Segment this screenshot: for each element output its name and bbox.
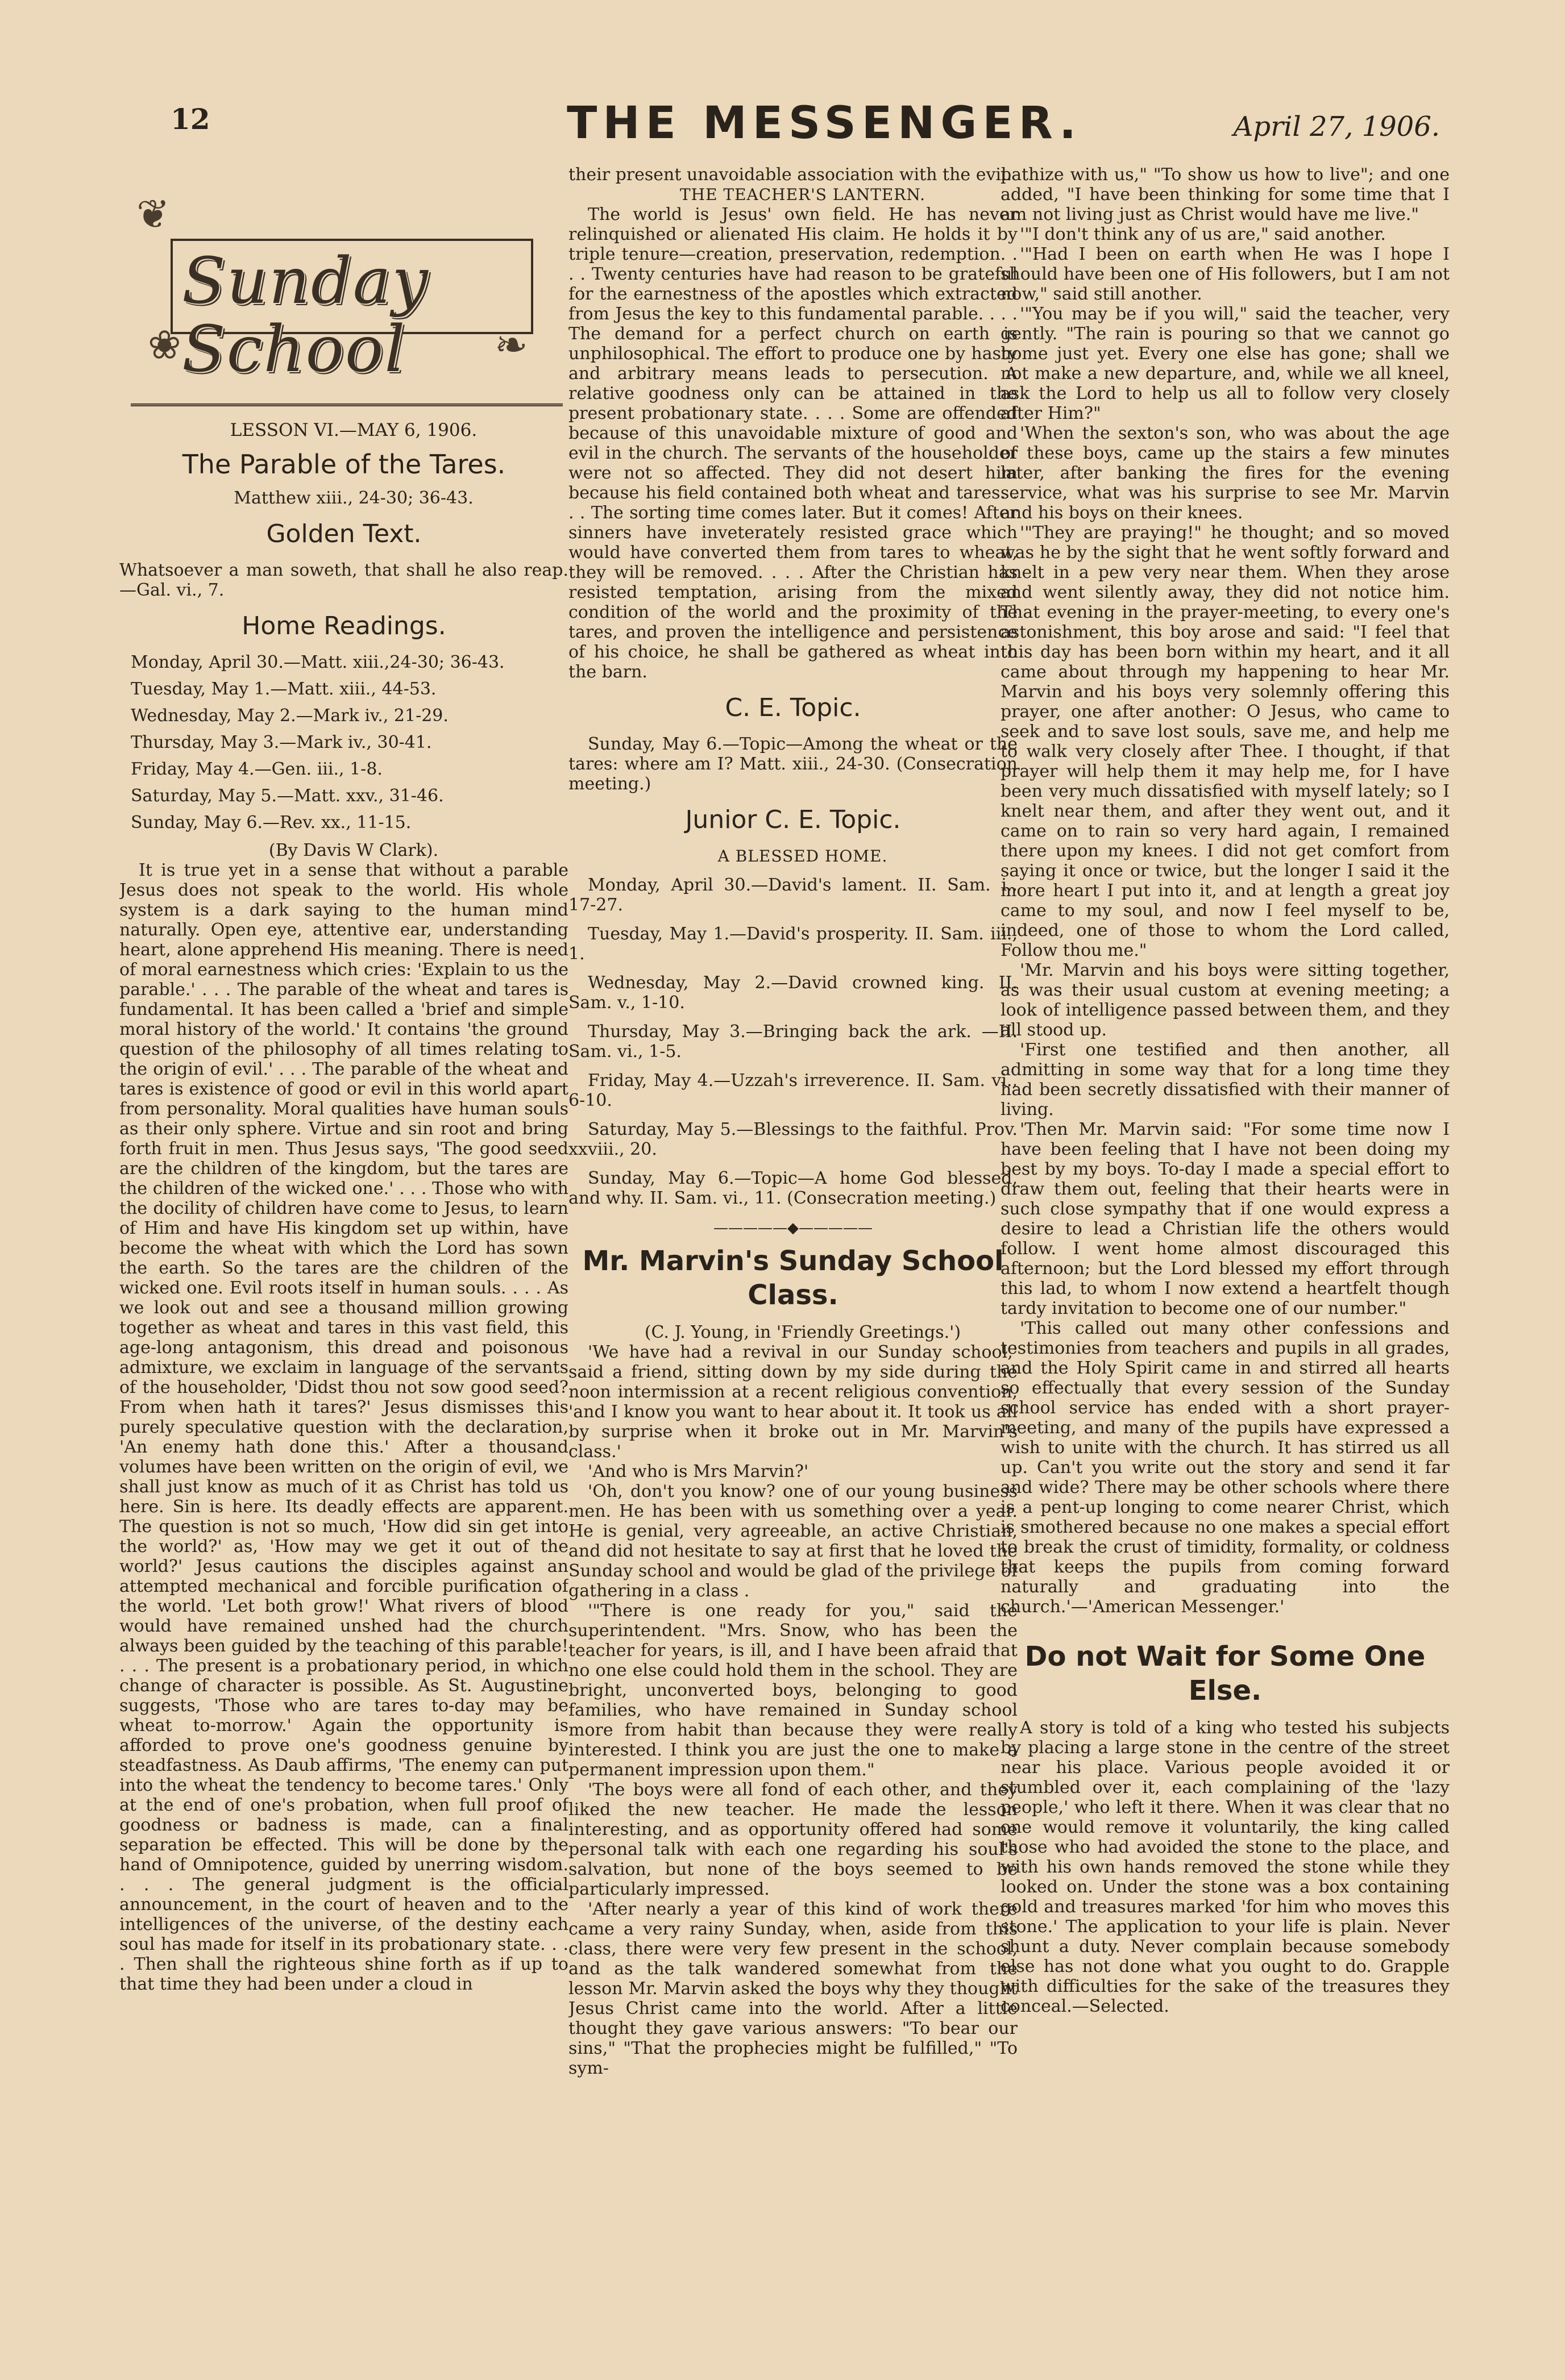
page-number: 12: [171, 102, 210, 136]
home-readings-heading: Home Readings.: [242, 611, 446, 640]
marvin-paragraph: 'And who is Mrs Marvin?': [588, 1462, 809, 1482]
home-reading-item: Saturday, May 5.—Matt. xxv., 31-46.: [131, 786, 444, 806]
ce-topic-heading: C. E. Topic.: [725, 693, 861, 722]
junior-ce-item: Wednesday, May 2.—David crowned king. II. Sam. v., 1-10.: [568, 973, 1018, 1013]
lesson-title: The Parable of the Tares.: [182, 449, 506, 480]
column-2: [568, 165, 1018, 2370]
marvin-paragraph: '"You may be if you will," said the teacher, very gently. "The rain is pouring so that we cannot go home just yet. Every one else has gone; shall we not make a new departure, and, while we all kneel, ask the Lord to help us all to follow very closely after Him?": [1001, 304, 1450, 423]
do-not-wait-body: A story is told of a king who tested his subjects by placing a large stone in the centre of the street near his place. Various people avoided it or stumbled over it, each complaining of the 'lazy people,' who left it there. When it was clear that no one would remove it voluntarily, the king called those who had avoided the stone to the place, and with his own hands removed the stone while they looked on. Under the stone was a box containing gold and treasures marked 'for him who moves this stone.' The application to your life is plain. Never shunt a duty. Never complain because somebody else has not done what you ought to do. Grapple with difficulties for the sake of the treasures they conceal.—Selected.: [1001, 1718, 1450, 2016]
column-3: [1001, 165, 1450, 2370]
home-readings-list: [131, 652, 568, 833]
lesson-commentary: It is true yet in a sense that without a parable Jesus does not speak to the world. His whole system is a dark saying to the human mind naturally. Open eye, attentive ear, understanding heart, alone apprehend His meaning. There is need of moral earnestness which cries: 'Explain to us the parable.' . . . The parable of the wheat and tares is fundamental. It has been called a 'brief and simple moral history of the world.' It contains 'the ground question of the philosophy of all times relating to the origin of evil.' . . . The parable of the wheat and tares is existence of good or evil in this world apart from personality. Moral qualities have human souls as their only sphere. Virtue and sin root and bring forth fruit in men. Thus Jesus says, 'The good seed are the children of the kingdom, but the tares are the children of the wicked one.' . . . Those who with the docility of children have come to Jesus, to learn of Him and have His kingdom set up within, have become the wheat with which the Lord has sown the earth. So the tares are the children of the wicked one. Evil roots itself in human souls. . . . As we look out and see a thousand million growing together as wheat and tares in this vast field, this age-long antagonism, this dread and poisonous admixture, we exclaim in language of the servants of the householder, 'Didst thou not sow good seed? From when hath it tares?' Jesus dismisses this purely speculative question with the declaration, 'An enemy hath done this.' After a thousand volumes have been written on the origin of evil, we shall just know as much of it as Christ has told us here. Sin is here. Its deadly effects are apparent. The question is not so much, 'How did sin get into the world?' as, 'How may we get it out of the world?' Jesus cautions the disciples against an attempted mechanical and forcible purification of the world. 'Let both grow!' What rivers of blood would have remained unshed had the church always been guided by the teaching of this parable! . . . The present is a probationary period, in which change of character is possible. As St. Augustine suggests, 'Those who are tares to-day may be wheat to-morrow.' Again the opportunity is afforded to prove one's goodness genuine by steadfastness. As Daub affirms, 'The enemy can put into the wheat the tendency to become tares.' Only at the end of one's probation, when full proof of goodness or badness is made, can a final separation be effected. This will be done by the hand of Omnipotence, guided by unerring wisdom. . . . The general judgment is the official announcement, in the court of heaven and to the intelligences of the universe, of the destiny each soul has made for itself in its probationary state. . . . Then shall the righteous shine forth as if up to that time they had been under a cloud in: [119, 860, 568, 1994]
ce-topic-body: Sunday, May 6.—Topic—Among the wheat or the tares: where am I? Matt. xiii., 24-30. (Consecration meeting.): [568, 734, 1018, 794]
home-reading-item: Sunday, May 6.—Rev. xx., 11-15.: [131, 813, 412, 833]
issue-date: April 27, 1906.: [1233, 111, 1440, 143]
teachers-lantern-heading: THE TEACHER'S LANTERN.: [679, 185, 926, 204]
junior-ce-list: [568, 875, 1018, 1208]
leaf-ornament-icon: ❀: [148, 322, 181, 368]
banner-rule: [131, 403, 563, 406]
marvin-paragraph: 'Mr. Marvin and his boys were sitting together, as was their usual custom at evening meeting; a look of intelligence passed between them, and they all stood up.: [1001, 960, 1450, 1040]
marvin-paragraph: 'This called out many other confessions and testimonies from teachers and pupils in all grades, and the Holy Spirit came in and stirred all hearts so effectually that every session of the Sunday school service has ended with a short prayer-meeting, and many of the pupils have expressed a wish to unite with the church. It has stirred us all up. Can't you write out the story and send it far and wide? There may be other schools where there is a pent-up longing to come nearer Christ, which is smothered because no one makes a special effort to break the crust of timidity, formality, or coldness that keeps the pupils from coming forward naturally and graduating into the church.'—'American Messenger.': [1001, 1318, 1450, 1617]
junior-ce-item: Tuesday, May 1.—David's prosperity. II. Sam. iii., 1.: [568, 924, 1018, 964]
floral-ornament-icon: ❦: [136, 191, 170, 238]
home-reading-item: Tuesday, May 1.—Matt. xiii., 44-53.: [131, 679, 437, 699]
lesson-scripture: Matthew xiii., 24-30; 36-43.: [234, 488, 474, 508]
home-reading-item: Wednesday, May 2.—Mark iv., 21-29.: [131, 706, 449, 726]
do-not-wait-title: Do not Wait for Some One Else.: [1024, 1641, 1426, 1707]
marvin-article-byline: (C. J. Young, in 'Friendly Greetings.'): [644, 1322, 961, 1342]
junior-ce-item: Thursday, May 3.—Bringing back the ark. —II. Sam. vi., 1-5.: [568, 1022, 1018, 1062]
junior-ce-item: Monday, April 30.—David's lament. II. Sam. i., 17-27.: [568, 875, 1018, 915]
marvin-paragraph: pathize with us," "To show us how to live"; and one added, "I have been thinking for some time that I am not living just as Christ would have me live.": [1001, 165, 1450, 224]
junior-ce-subheading: A BLESSED HOME.: [717, 847, 888, 866]
section-divider: —————◆—————: [713, 1220, 873, 1237]
banner-title: Sunday School: [182, 244, 429, 386]
junior-ce-item: Friday, May 4.—Uzzah's irreverence. II. Sam. vi., 6-10.: [568, 1071, 1018, 1110]
marvin-paragraph: 'Oh, don't you know? one of our young business men. He has been with us something over a year. He is genial, very agreeable, an active Christian, and did not hesitate to say at first that he loved the Sunday school and would be glad of the privilege of gathering in a class .: [568, 1482, 1018, 1601]
teachers-lantern-body: The world is Jesus' own field. He has never relinquished or alienated His claim. He holds it by triple tenure—creation, preservation, redemption. . . . Twenty centuries have had reason to be grateful for the earnestness of the apostles which extracted from Jesus the key to this fundamental parable. . . . The demand for a perfect church on earth is unphilosophical. The effort to produce one by hasty and arbitrary means leads to persecution. A relative goodness only can be attained in the present probationary state. . . . Some are offended because of this unavoidable mixture of good and evil in the church. The servants of the householder were not so affected. They did not desert him because his field contained both wheat and tares. . . . The sorting time comes later. But it comes! After sinners have inveterately resisted grace which would have converted them from tares to wheat, they will be removed. . . . After the Christian has resisted temptation, arising from the mixed condition of the world and the proximity of the tares, and proven the intelligence and persistence of his choice, he shall be gathered as wheat into the barn.: [568, 205, 1018, 682]
home-reading-item: Thursday, May 3.—Mark iv., 30-41.: [131, 733, 432, 752]
marvin-paragraph: '"Had I been on earth when He was I hope I should have been one of His followers, but I am not now," said still another.: [1001, 244, 1450, 304]
marvin-paragraph: '"They are praying!" he thought; and so moved was he by the sight that he went softly forward and knelt in a pew very near them. When they arose and went silently away, they did not notice him. That evening in the prayer-meeting, to every one's astonishment, this boy arose and said: "I feel that this day has been born within my heart, and it all came about through my happening to hear Mr. Marvin and his boys very solemnly offering this prayer, one after another: O Jesus, who came to seek and to save lost souls, save me, and help me to walk very closely after Thee. I thought, if that prayer will help them it may help me, for I have been very much dissatisfied with myself lately; so I knelt near them, and after they went out, and it came on to rain so very hard again, I remained there upon my knees. I did not get comfort from saying it once or twice, but the longer I said it the more heart I put into it, and at length a great joy came to my soul, and now I feel myself to be, indeed, one of those to whom the Lord called, Follow thou me.": [1001, 523, 1450, 960]
home-reading-item: Friday, May 4.—Gen. iii., 1-8.: [131, 759, 383, 779]
marvin-paragraph: '"I don't think any of us are," said another.: [1020, 224, 1386, 244]
floral-ornament-icon: ❧: [495, 322, 528, 368]
marvin-paragraph: 'After nearly a year of this kind of work there came a very rainy Sunday, when, aside from this class, there were very few present in the school, and as the talk wandered somewhat from the lesson Mr. Marvin asked the boys why they thought Jesus Christ came into the world. After a little thought they gave various answers: "To bear our sins," "That the prophecies might be fulfilled," "To sym-: [568, 1899, 1018, 2078]
junior-ce-heading: Junior C. E. Topic.: [685, 805, 901, 834]
lesson-commentary-continued: their present unavoidable association with the evil.: [568, 165, 1012, 185]
marvin-paragraph: 'Then Mr. Marvin said: "For some time now I have been feeling that I have not been doing my best by my boys. To-day I made a special effort to draw them out, feeling that their hearts were in such close sympathy that if one would express a desire to lead a Christian life the others would follow. I went home almost discouraged this afternoon; but the Lord blessed my effort through this lad, to whom I now extend a heartfelt though tardy invitation to become one of our number.": [1001, 1120, 1450, 1318]
marvin-paragraph: 'When the sexton's son, who was about the age of these boys, came up the stairs a few minutes later, after banking the fires for the evening service, what was his surprise to see Mr. Marvin and his boys on their knees.: [1001, 423, 1450, 523]
junior-ce-item: Sunday, May 6.—Topic—A home God blessed, and why. II. Sam. vi., 11. (Consecration meeting.): [568, 1168, 1018, 1208]
marvin-paragraph: 'First one testified and then another, all admitting in some way that for a long time they had been secretly dissatisfied with their manner of living.: [1001, 1040, 1450, 1120]
sunday-school-banner: [131, 193, 563, 415]
marvin-paragraph: 'The boys were all fond of each other, and they liked the new teacher. He made the lesson interesting, and as opportunity offered had some personal talk with each one regarding his soul's salvation, but none of the boys seemed to be particularly impressed.: [568, 1780, 1018, 1899]
masthead-title: THE MESSENGER.: [567, 98, 1082, 149]
golden-text-heading: Golden Text.: [266, 519, 422, 548]
home-reading-item: Monday, April 30.—Matt. xiii.,24-30; 36-43.: [131, 652, 505, 672]
lesson-byline: (By Davis W Clark).: [268, 841, 439, 860]
column-1: [119, 165, 568, 2370]
golden-text: Whatsoever a man soweth, that shall he also reap.—Gal. vi., 7.: [119, 560, 568, 600]
marvin-article-title: Mr. Marvin's Sunday School Class.: [582, 1245, 1004, 1311]
marvin-paragraph: 'We have had a revival in our Sunday school,' said a friend, sitting down by my side during the noon intermission at a recent religious convention, 'and I know you want to hear about it. It took us all by surprise when it broke out in Mr. Marvin's class.': [568, 1342, 1018, 1462]
page-header: [0, 0, 1565, 170]
marvin-paragraph: '"There is one ready for you," said the superintendent. "Mrs. Snow, who has been the teacher for years, is ill, and I have been afraid that no one else could hold them in the school. They are bright, unconverted boys, belonging to good families, who have remained in Sunday school more from habit than because they were really interested. I think you are just the one to make a permanent impression upon them.": [568, 1601, 1018, 1780]
lesson-number: LESSON VI.—MAY 6, 1906.: [230, 420, 478, 440]
junior-ce-item: Saturday, May 5.—Blessings to the faithful. Prov. xxviii., 20.: [568, 1120, 1018, 1159]
